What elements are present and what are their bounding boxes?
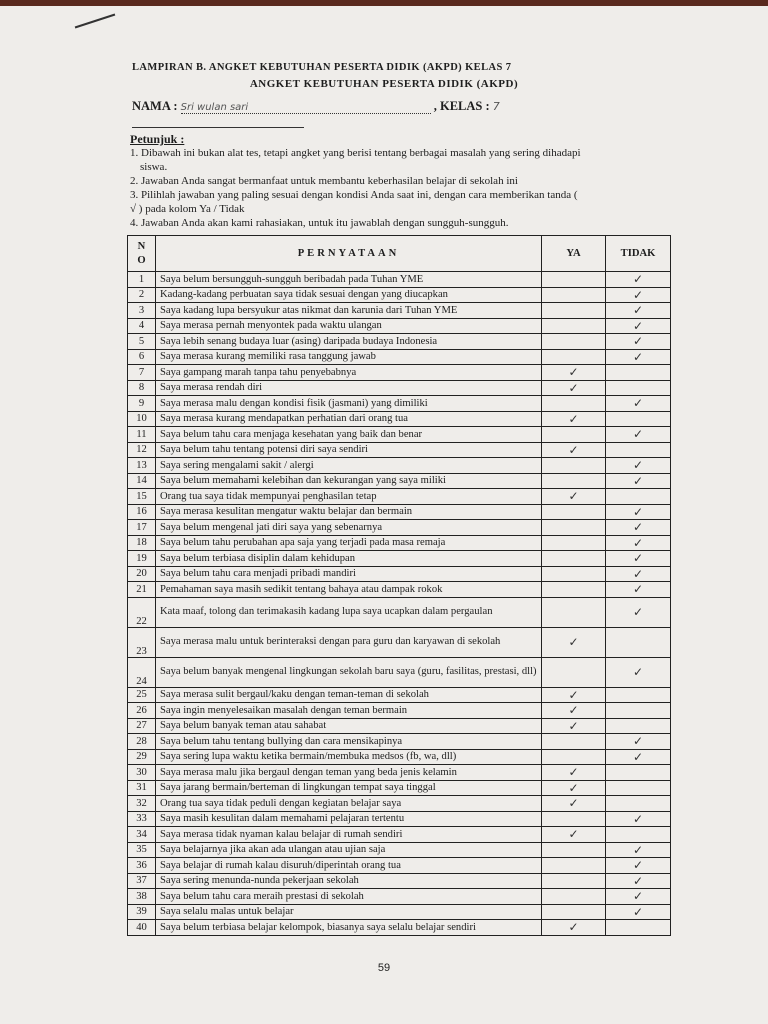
- ya-cell: [542, 411, 606, 427]
- tidak-cell: [606, 749, 671, 765]
- row-number: 5: [128, 334, 156, 350]
- tidak-cell: [606, 411, 671, 427]
- row-number: 35: [128, 842, 156, 858]
- row-number: 25: [128, 687, 156, 703]
- statement-text: Saya kadang lupa bersyukur atas nikmat dan karunia dari Tuhan YME: [156, 303, 542, 319]
- tidak-cell: [606, 566, 671, 582]
- page-top-edge: [0, 0, 768, 6]
- table-row: [128, 796, 671, 812]
- table-row: [128, 349, 671, 365]
- header-line-2: ANGKET KEBUTUHAN PESERTA DIDIK (AKPD): [249, 78, 519, 90]
- tidak-cell: [606, 473, 671, 489]
- pen-mark: [75, 14, 116, 29]
- statement-text: Saya belum mengenal jati diri saya yang sebenarnya: [156, 520, 542, 536]
- col-header-no: N O: [128, 236, 156, 272]
- name-class-line: [132, 99, 529, 114]
- statement-text: Saya sering mengalami sakit / alergi: [156, 458, 542, 474]
- tidak-cell: [606, 551, 671, 567]
- ya-cell: [542, 687, 606, 703]
- instructions: [130, 146, 660, 230]
- statement-text: Orang tua saya tidak peduli dengan kegiatan belajar saya: [156, 796, 542, 812]
- ya-cell: [542, 566, 606, 582]
- ya-cell: [542, 427, 606, 443]
- statement-text: Saya masih kesulitan dalam memahami pelajaran tertentu: [156, 811, 542, 827]
- check-mark-icon: ✓: [568, 827, 579, 842]
- row-number: 23: [128, 627, 156, 657]
- table-row: [128, 318, 671, 334]
- statement-text: Saya belum memahami kelebihan dan kekurangan yang saya miliki: [156, 473, 542, 489]
- tidak-cell: [606, 687, 671, 703]
- check-mark-icon: ✓: [632, 473, 644, 488]
- ya-cell: [542, 442, 606, 458]
- table-row: [128, 780, 671, 796]
- ya-cell: [542, 811, 606, 827]
- statement-text: Saya belum terbiasa belajar kelompok, biasanya saya selalu belajar sendiri: [156, 920, 542, 936]
- questionnaire-table: [127, 235, 671, 936]
- row-number: 28: [128, 734, 156, 750]
- row-number: 30: [128, 765, 156, 781]
- check-mark-icon: ✓: [632, 749, 644, 764]
- table-row: [128, 380, 671, 396]
- table-row: [128, 749, 671, 765]
- check-mark-icon: ✓: [632, 458, 644, 473]
- ya-cell: [542, 889, 606, 905]
- row-number: 37: [128, 873, 156, 889]
- check-mark-icon: ✓: [632, 504, 644, 519]
- check-mark-icon: ✓: [568, 703, 579, 718]
- row-number: 13: [128, 458, 156, 474]
- row-number: 19: [128, 551, 156, 567]
- row-number: 11: [128, 427, 156, 443]
- statement-text: Saya merasa rendah diri: [156, 380, 542, 396]
- row-number: 8: [128, 380, 156, 396]
- tidak-cell: [606, 334, 671, 350]
- statement-text: Saya belum tahu cara meraih prestasi di sekolah: [156, 889, 542, 905]
- instruction-line: 2. Jawaban Anda sangat bermanfaat untuk membantu keberhasilan belajar di sekolah ini: [130, 175, 518, 187]
- statement-text: Saya merasa kurang mendapatkan perhatian dari orang tua: [156, 411, 542, 427]
- ya-cell: [542, 718, 606, 734]
- row-number: 7: [128, 365, 156, 381]
- check-mark-icon: ✓: [632, 582, 644, 597]
- row-number: 36: [128, 858, 156, 874]
- tidak-cell: [606, 657, 671, 687]
- table-row: [128, 703, 671, 719]
- check-mark-icon: ✓: [632, 904, 644, 919]
- table-row: [128, 827, 671, 843]
- ya-cell: [542, 334, 606, 350]
- ya-cell: [542, 796, 606, 812]
- instruction-line: √ ) pada kolom Ya / Tidak: [130, 203, 245, 215]
- ya-cell: [542, 842, 606, 858]
- page-number: 59: [377, 962, 391, 974]
- statement-text: Saya belum banyak teman atau sahabat: [156, 718, 542, 734]
- table-header-row: [128, 236, 671, 272]
- check-mark-icon: ✓: [632, 318, 644, 333]
- tidak-cell: [606, 380, 671, 396]
- check-mark-icon: ✓: [568, 635, 579, 649]
- ya-cell: [542, 458, 606, 474]
- row-number: 14: [128, 473, 156, 489]
- table-row: [128, 627, 671, 657]
- table-row: [128, 873, 671, 889]
- statement-text: Saya lebih senang budaya luar (asing) daripada budaya Indonesia: [156, 334, 542, 350]
- table-row: [128, 458, 671, 474]
- check-mark-icon: ✓: [632, 811, 644, 826]
- statement-text: Saya gampang marah tanpa tahu penyebabnya: [156, 365, 542, 381]
- ya-cell: [542, 272, 606, 288]
- statement-text: Saya belum tahu perubahan apa saja yang terjadi pada masa remaja: [156, 535, 542, 551]
- tidak-cell: [606, 703, 671, 719]
- check-mark-icon: ✓: [632, 551, 644, 566]
- table-row: [128, 566, 671, 582]
- check-mark-icon: ✓: [568, 442, 579, 457]
- ya-cell: [542, 551, 606, 567]
- statement-text: Saya merasa tidak nyaman kalau belajar di rumah sendiri: [156, 827, 542, 843]
- check-mark-icon: ✓: [568, 365, 579, 380]
- statement-text: Saya belum banyak mengenal lingkungan sekolah baru saya (guru, fasilitas, prestasi, dll): [156, 657, 542, 687]
- table-row: [128, 396, 671, 412]
- tidak-cell: [606, 396, 671, 412]
- row-number: 18: [128, 535, 156, 551]
- table-row: [128, 504, 671, 520]
- statement-text: Saya merasa kesulitan mengatur waktu belajar dan bermain: [156, 504, 542, 520]
- check-mark-icon: ✓: [632, 287, 644, 302]
- ya-cell: [542, 396, 606, 412]
- row-number: 1: [128, 272, 156, 288]
- ya-cell: [542, 780, 606, 796]
- instruction-line: 1. Dibawah ini bukan alat tes, tetapi angket yang berisi tentang berbagai masalah yang sering dihadapi: [130, 147, 581, 159]
- statement-text: Saya merasa sulit bergaul/kaku dengan teman-teman di sekolah: [156, 687, 542, 703]
- tidak-cell: [606, 427, 671, 443]
- check-mark-icon: ✓: [632, 396, 644, 411]
- row-number: 34: [128, 827, 156, 843]
- statement-text: Saya sering lupa waktu ketika bermain/membuka medsos (fb, wa, dll): [156, 749, 542, 765]
- tidak-cell: [606, 365, 671, 381]
- statement-text: Saya belum tahu cara menjadi pribadi mandiri: [156, 566, 542, 582]
- table-row: [128, 411, 671, 427]
- ya-cell: [542, 489, 606, 505]
- tidak-cell: [606, 765, 671, 781]
- tidak-cell: [606, 504, 671, 520]
- ya-cell: [542, 597, 606, 627]
- ya-cell: [542, 873, 606, 889]
- instruction-line: 4. Jawaban Anda akan kami rahasiakan, untuk itu jawablah dengan sungguh-sungguh.: [130, 217, 509, 229]
- row-number: 4: [128, 318, 156, 334]
- row-number: 20: [128, 566, 156, 582]
- table-row: [128, 520, 671, 536]
- row-number: 27: [128, 718, 156, 734]
- ya-cell: [542, 287, 606, 303]
- row-number: 29: [128, 749, 156, 765]
- table-row: [128, 473, 671, 489]
- table-row: [128, 582, 671, 598]
- kelas-label: , KELAS :: [433, 99, 490, 113]
- nama-label: NAMA :: [132, 99, 178, 113]
- row-number: 40: [128, 920, 156, 936]
- row-number: 12: [128, 442, 156, 458]
- statement-text: Saya ingin menyelesaikan masalah dengan teman bermain: [156, 703, 542, 719]
- statement-text: Saya merasa malu untuk berinteraksi dengan para guru dan karyawan di sekolah: [156, 627, 542, 657]
- nama-field: Sri wulan sari: [181, 102, 431, 114]
- table-row: [128, 551, 671, 567]
- check-mark-icon: ✓: [632, 303, 644, 318]
- table-row: [128, 765, 671, 781]
- row-number: 32: [128, 796, 156, 812]
- col-header-tidak: TIDAK: [606, 236, 671, 272]
- row-number: 24: [128, 657, 156, 687]
- tidak-cell: [606, 627, 671, 657]
- tidak-cell: [606, 889, 671, 905]
- col-header-pernyataan: PERNYATAAN: [156, 236, 542, 272]
- ya-cell: [542, 734, 606, 750]
- header-line-1: LAMPIRAN B. ANGKET KEBUTUHAN PESERTA DIDIK (AKPD) KELAS 7: [132, 62, 512, 73]
- check-mark-icon: ✓: [568, 380, 579, 395]
- check-mark-icon: ✓: [632, 272, 644, 287]
- check-mark-icon: ✓: [632, 605, 644, 619]
- ya-cell: [542, 380, 606, 396]
- table-row: [128, 303, 671, 319]
- tidak-cell: [606, 318, 671, 334]
- table-row: [128, 597, 671, 627]
- row-number: 16: [128, 504, 156, 520]
- statement-text: Saya belum terbiasa disiplin dalam kehidupan: [156, 551, 542, 567]
- tidak-cell: [606, 920, 671, 936]
- row-number: 33: [128, 811, 156, 827]
- tidak-cell: [606, 582, 671, 598]
- row-number: 3: [128, 303, 156, 319]
- ya-cell: [542, 303, 606, 319]
- tidak-cell: [606, 597, 671, 627]
- check-mark-icon: ✓: [632, 349, 644, 364]
- kelas-field: 7: [492, 100, 500, 113]
- ya-cell: [542, 535, 606, 551]
- row-number: 39: [128, 904, 156, 920]
- check-mark-icon: ✓: [632, 842, 644, 857]
- statement-text: Saya belum bersungguh-sungguh beribadah pada Tuhan YME: [156, 272, 542, 288]
- instruction-line: 3. Pilihlah jawaban yang paling sesuai dengan kondisi Anda saat ini, dengan cara memberikan tanda (: [130, 189, 578, 201]
- tidak-cell: [606, 718, 671, 734]
- row-number: 2: [128, 287, 156, 303]
- tidak-cell: [606, 458, 671, 474]
- ya-cell: [542, 473, 606, 489]
- table-row: [128, 287, 671, 303]
- check-mark-icon: ✓: [632, 858, 644, 873]
- tidak-cell: [606, 873, 671, 889]
- tidak-cell: [606, 349, 671, 365]
- petunjuk-title: Petunjuk :: [130, 132, 185, 146]
- table-row: [128, 842, 671, 858]
- row-number: 17: [128, 520, 156, 536]
- statement-text: Saya belum tahu cara menjaga kesehatan yang baik dan benar: [156, 427, 542, 443]
- statement-text: Kata maaf, tolong dan terimakasih kadang lupa saya ucapkan dalam pergaulan: [156, 597, 542, 627]
- tidak-cell: [606, 734, 671, 750]
- table-row: [128, 811, 671, 827]
- statement-text: Saya merasa malu jika bergaul dengan teman yang beda jenis kelamin: [156, 765, 542, 781]
- table-row: [128, 657, 671, 687]
- statement-text: Saya belum tahu tentang potensi diri saya sendiri: [156, 442, 542, 458]
- statement-text: Kadang-kadang perbuatan saya tidak sesuai dengan yang diucapkan: [156, 287, 542, 303]
- table-row: [128, 334, 671, 350]
- ya-cell: [542, 365, 606, 381]
- statement-text: Saya belajarnya jika akan ada ulangan atau ujian saja: [156, 842, 542, 858]
- check-mark-icon: ✓: [632, 873, 644, 888]
- tidak-cell: [606, 272, 671, 288]
- tidak-cell: [606, 904, 671, 920]
- table-row: [128, 489, 671, 505]
- statement-text: Saya belum tahu tentang bullying dan cara mensikapinya: [156, 734, 542, 750]
- tidak-cell: [606, 858, 671, 874]
- tidak-cell: [606, 811, 671, 827]
- table-row: [128, 427, 671, 443]
- check-mark-icon: ✓: [632, 334, 644, 349]
- ya-cell: [542, 657, 606, 687]
- tidak-cell: [606, 780, 671, 796]
- check-mark-icon: ✓: [632, 520, 644, 535]
- statement-text: Saya jarang bermain/berteman di lingkungan tempat saya tinggal: [156, 780, 542, 796]
- ya-cell: [542, 318, 606, 334]
- row-number: 31: [128, 780, 156, 796]
- ya-cell: [542, 504, 606, 520]
- row-number: 38: [128, 889, 156, 905]
- table-row: [128, 687, 671, 703]
- tidak-cell: [606, 827, 671, 843]
- col-header-ya: YA: [542, 236, 606, 272]
- table-row: [128, 904, 671, 920]
- table-row: [128, 889, 671, 905]
- tidak-cell: [606, 842, 671, 858]
- separator-line: [132, 127, 304, 128]
- check-mark-icon: ✓: [568, 411, 579, 426]
- check-mark-icon: ✓: [632, 889, 644, 904]
- statement-text: Saya sering menunda-nunda pekerjaan sekolah: [156, 873, 542, 889]
- tidak-cell: [606, 535, 671, 551]
- statement-text: Orang tua saya tidak mempunyai penghasilan tetap: [156, 489, 542, 505]
- ya-cell: [542, 920, 606, 936]
- row-number: 10: [128, 411, 156, 427]
- table-row: [128, 365, 671, 381]
- ya-cell: [542, 582, 606, 598]
- tidak-cell: [606, 287, 671, 303]
- check-mark-icon: ✓: [568, 718, 579, 733]
- ya-cell: [542, 520, 606, 536]
- check-mark-icon: ✓: [632, 427, 644, 442]
- table-row: [128, 442, 671, 458]
- ya-cell: [542, 349, 606, 365]
- check-mark-icon: ✓: [568, 796, 579, 811]
- row-number: 6: [128, 349, 156, 365]
- row-number: 26: [128, 703, 156, 719]
- ya-cell: [542, 703, 606, 719]
- statement-text: Saya merasa kurang memiliki rasa tanggung jawab: [156, 349, 542, 365]
- ya-cell: [542, 904, 606, 920]
- ya-cell: [542, 827, 606, 843]
- statement-text: Saya merasa malu dengan kondisi fisik (jasmani) yang dimiliki: [156, 396, 542, 412]
- ya-cell: [542, 749, 606, 765]
- ya-cell: [542, 765, 606, 781]
- instruction-line: siswa.: [140, 161, 168, 173]
- tidak-cell: [606, 442, 671, 458]
- row-number: 15: [128, 489, 156, 505]
- tidak-cell: [606, 520, 671, 536]
- ya-cell: [542, 627, 606, 657]
- ya-cell: [542, 858, 606, 874]
- row-number: 22: [128, 597, 156, 627]
- tidak-cell: [606, 303, 671, 319]
- table-row: [128, 272, 671, 288]
- statement-text: Saya belajar di rumah kalau disuruh/diperintah orang tua: [156, 858, 542, 874]
- tidak-cell: [606, 796, 671, 812]
- statement-text: Saya merasa pernah menyontek pada waktu ulangan: [156, 318, 542, 334]
- table-body: [128, 272, 671, 936]
- statement-text: Pemahaman saya masih sedikit tentang bahaya atau dampak rokok: [156, 582, 542, 598]
- check-mark-icon: ✓: [632, 566, 644, 581]
- check-mark-icon: ✓: [632, 535, 644, 550]
- table-row: [128, 920, 671, 936]
- tidak-cell: [606, 489, 671, 505]
- table-row: [128, 858, 671, 874]
- table-row: [128, 535, 671, 551]
- check-mark-icon: ✓: [568, 920, 579, 935]
- table-row: [128, 734, 671, 750]
- table-row: [128, 718, 671, 734]
- check-mark-icon: ✓: [568, 489, 579, 504]
- check-mark-icon: ✓: [568, 765, 579, 780]
- check-mark-icon: ✓: [568, 780, 579, 795]
- row-number: 9: [128, 396, 156, 412]
- check-mark-icon: ✓: [632, 734, 644, 749]
- check-mark-icon: ✓: [568, 687, 579, 702]
- statement-text: Saya selalu malas untuk belajar: [156, 904, 542, 920]
- check-mark-icon: ✓: [632, 665, 644, 679]
- row-number: 21: [128, 582, 156, 598]
